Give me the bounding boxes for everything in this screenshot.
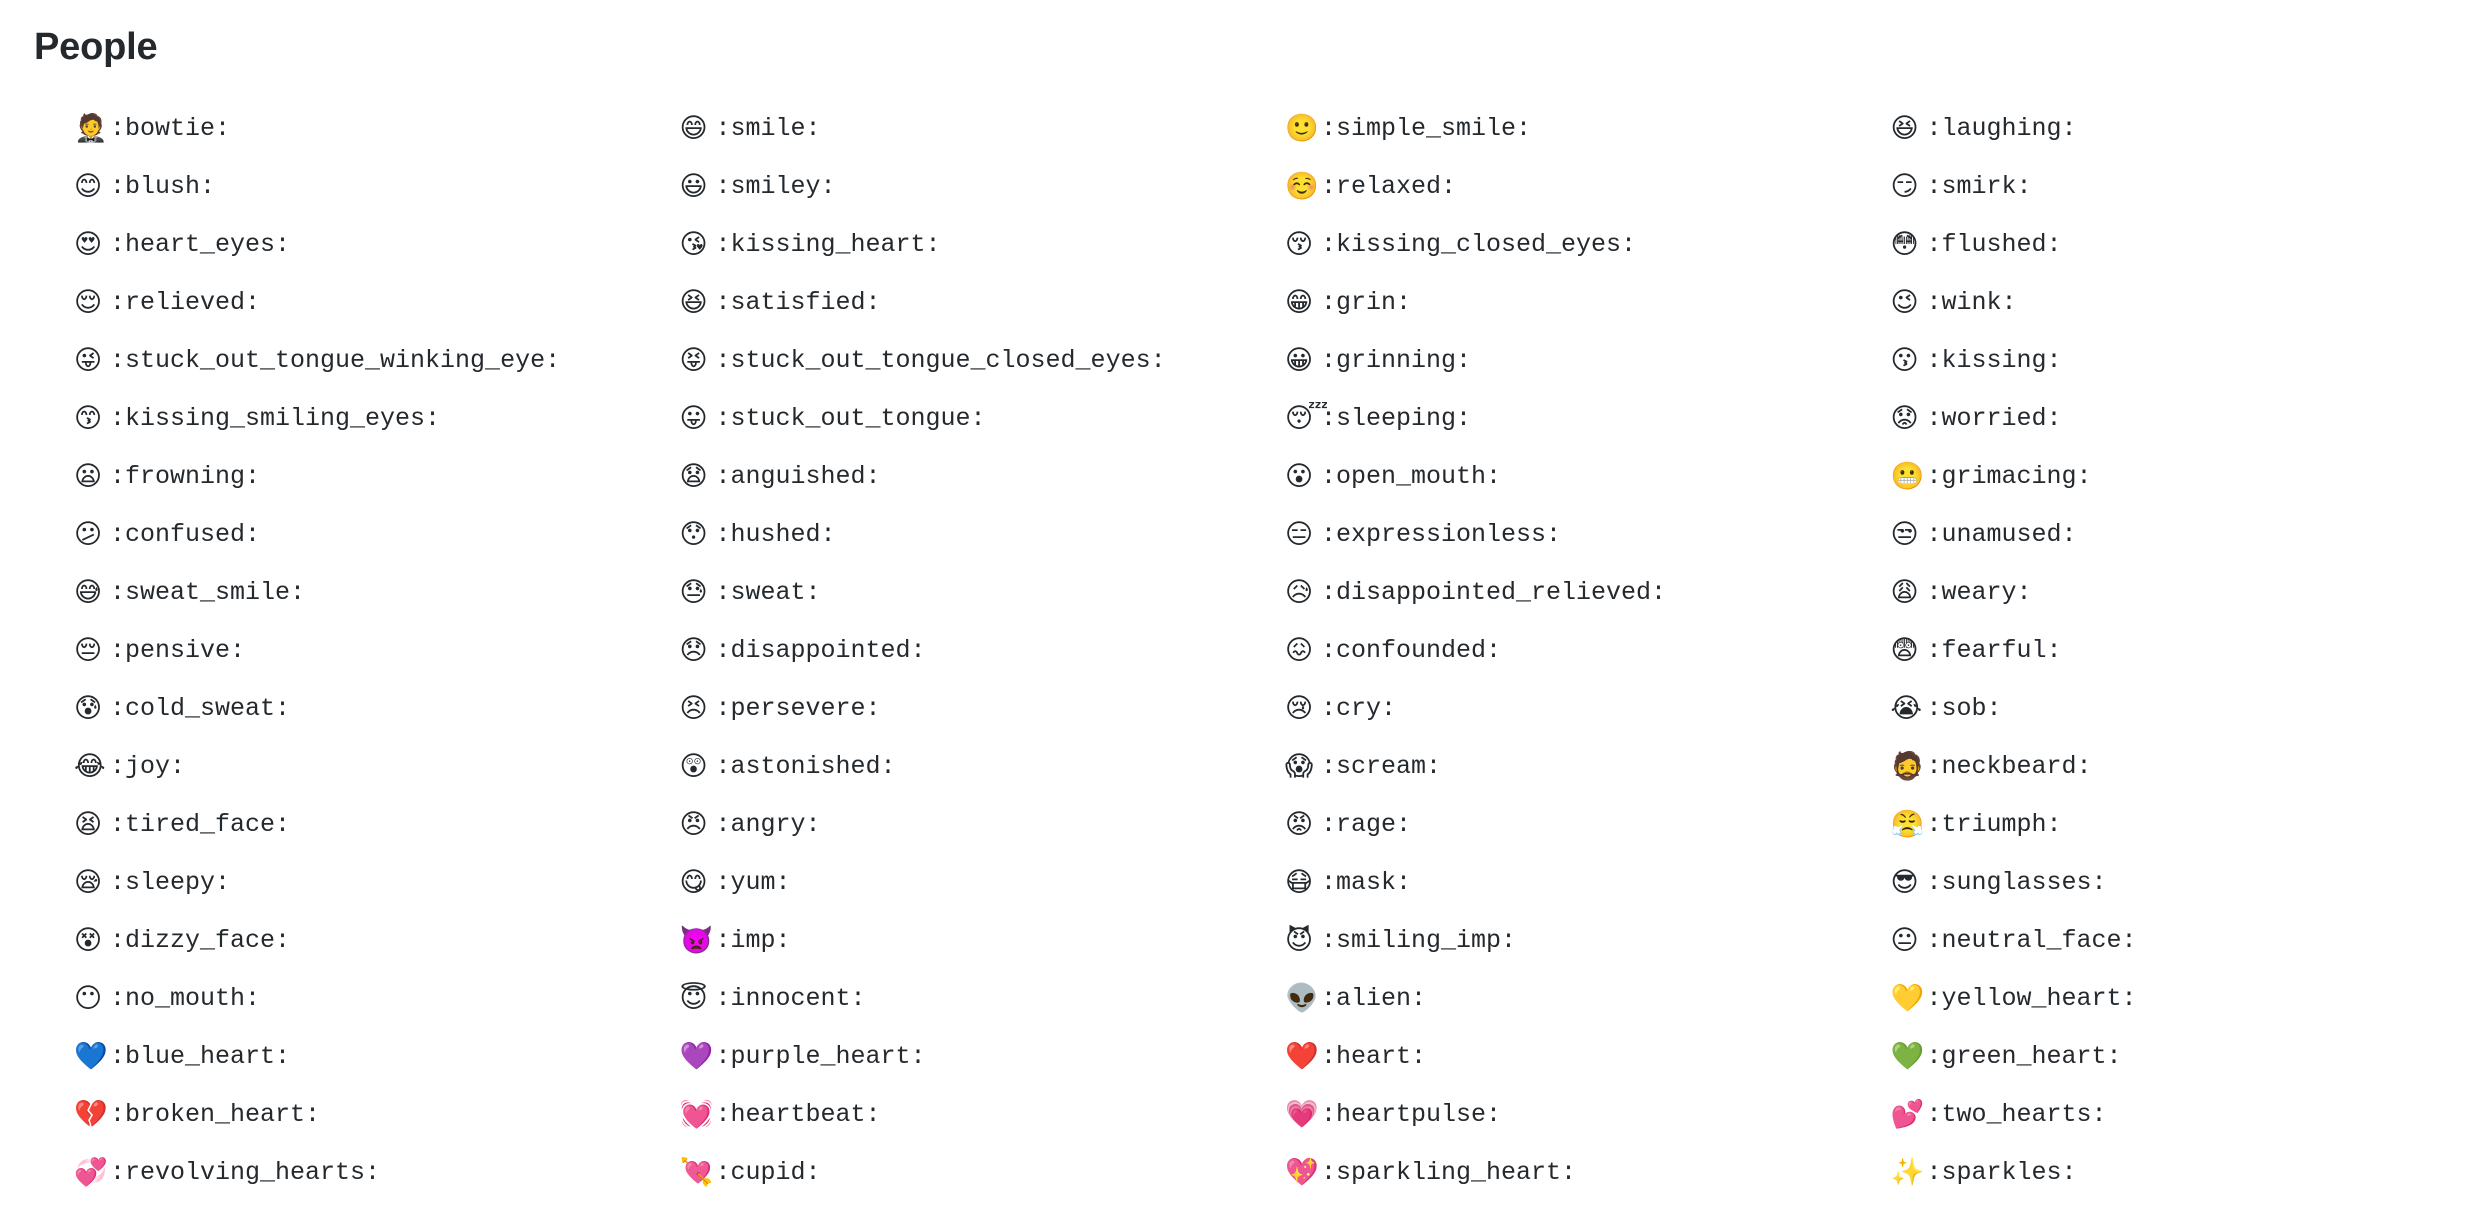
emoji-shortcode: :rage: [1321,809,1412,839]
emoji-shortcode: :yum: [715,867,791,897]
emoji-item[interactable] [1851,1085,2457,1143]
emoji-item[interactable] [640,99,1246,157]
emoji-shortcode: :sunglasses: [1926,867,2107,897]
emoji-glyph-icon: 😖 [1285,634,1314,666]
emoji-shortcode: :broken_heart: [110,1099,321,1129]
emoji-glyph-icon: 😚 [1285,228,1314,260]
emoji-shortcode: :grimacing: [1926,461,2092,491]
emoji-item[interactable] [1245,1085,1851,1143]
emoji-shortcode: :simple_smile: [1321,113,1532,143]
emoji-item[interactable] [1245,679,1851,737]
emoji-glyph-icon: 😯 [679,518,708,550]
emoji-shortcode: :cupid: [715,1157,821,1187]
emoji-item[interactable] [640,853,1246,911]
emoji-shortcode: :tired_face: [110,809,291,839]
emoji-glyph-icon: 😆 [1890,112,1919,144]
emoji-item[interactable] [1245,331,1851,389]
emoji-item[interactable] [640,621,1246,679]
emoji-item[interactable] [1245,621,1851,679]
emoji-shortcode: :grin: [1321,287,1412,317]
emoji-item[interactable] [1245,157,1851,215]
emoji-item[interactable] [1851,157,2457,215]
emoji-item[interactable] [34,273,640,331]
emoji-glyph-icon: 😐 [1890,924,1919,956]
emoji-shortcode: :sob: [1926,693,2002,723]
emoji-glyph-icon: 😫 [74,808,103,840]
page-title: People [34,26,158,68]
emoji-shortcode: :open_mouth: [1321,461,1502,491]
emoji-item[interactable] [1851,911,2457,969]
emoji-item[interactable] [640,1027,1246,1085]
emoji-glyph-icon: 💙 [74,1040,108,1072]
emoji-glyph-icon: 😷 [1285,866,1314,898]
emoji-glyph-icon: 🧔 [1890,750,1925,782]
emoji-glyph-icon: 😟 [1890,402,1919,434]
emoji-glyph-icon: 😇 [679,982,708,1014]
emoji-shortcode: :joy: [110,751,186,781]
emoji-item[interactable] [1851,621,2457,679]
emoji-item[interactable] [640,969,1246,1027]
emoji-glyph-icon: ✨ [1890,1156,1925,1188]
emoji-glyph-icon: 😅 [74,576,103,608]
emoji-glyph-icon: 😎 [1890,866,1919,898]
emoji-item[interactable] [34,331,640,389]
emoji-shortcode: :neutral_face: [1926,925,2137,955]
emoji-glyph-icon: 😣 [679,692,708,724]
emoji-glyph-icon: 💚 [1890,1040,1925,1072]
emoji-glyph-icon: 😝 [679,344,708,376]
emoji-shortcode: :sparkles: [1926,1157,2077,1187]
emoji-glyph-icon: 🤵 [74,112,108,144]
emoji-item[interactable] [640,157,1246,215]
emoji-shortcode: :scream: [1321,751,1442,781]
emoji-shortcode: :yellow_heart: [1926,983,2137,1013]
emoji-glyph-icon: 💓 [679,1098,714,1130]
emoji-shortcode: :bowtie: [110,113,231,143]
emoji-glyph-icon: 💗 [1285,1098,1319,1130]
emoji-shortcode: :disappointed: [715,635,926,665]
emoji-shortcode: :pensive: [110,635,246,665]
emoji-shortcode: :heartbeat: [715,1099,881,1129]
emoji-shortcode: :sparkling_heart: [1321,1157,1577,1187]
emoji-glyph-icon: 😙 [74,402,103,434]
emoji-glyph-icon: 😮 [1285,460,1314,492]
emoji-glyph-icon: 👽 [1285,982,1319,1014]
emoji-glyph-icon: 💔 [74,1098,108,1130]
emoji-shortcode: :two_hearts: [1926,1099,2107,1129]
emoji-glyph-icon: 😶 [74,982,103,1014]
emoji-shortcode: :neckbeard: [1926,751,2092,781]
emoji-glyph-icon: 😵 [74,924,103,956]
emoji-item[interactable] [640,215,1246,273]
emoji-item[interactable] [640,447,1246,505]
emoji-item[interactable] [640,273,1246,331]
emoji-shortcode: :dizzy_face: [110,925,291,955]
emoji-shortcode: :persevere: [715,693,881,723]
emoji-glyph-icon: 😏 [1890,170,1919,202]
emoji-item[interactable] [1245,1027,1851,1085]
emoji-item[interactable] [34,1085,640,1143]
emoji-glyph-icon: 😆 [679,286,708,318]
emoji-glyph-icon: 😓 [679,576,708,608]
emoji-shortcode: :wink: [1926,287,2017,317]
emoji-shortcode: :grinning: [1321,345,1472,375]
emoji-shortcode: :confounded: [1321,635,1502,665]
emoji-item[interactable] [1245,447,1851,505]
emoji-glyph-icon: 😠 [679,808,708,840]
emoji-shortcode: :purple_heart: [715,1041,926,1071]
emoji-glyph-icon: 😈 [1285,924,1314,956]
emoji-glyph-icon: 😌 [74,286,103,318]
emoji-item[interactable] [1245,563,1851,621]
emoji-glyph-icon: 😜 [74,344,103,376]
emoji-item[interactable] [1245,737,1851,795]
emoji-glyph-icon: 😛 [679,402,708,434]
emoji-shortcode: :stuck_out_tongue_closed_eyes: [715,345,1166,375]
emoji-glyph-icon: 😗 [1890,344,1919,376]
emoji-item[interactable] [1851,99,2457,157]
emoji-shortcode: :sweat_smile: [110,577,306,607]
emoji-item[interactable] [640,1085,1246,1143]
emoji-shortcode: :kissing: [1926,345,2062,375]
emoji-shortcode: :smiley: [715,171,836,201]
emoji-glyph-icon: 😔 [74,634,103,666]
emoji-glyph-icon: 😴 [1285,402,1329,434]
emoji-shortcode: :blue_heart: [110,1041,291,1071]
emoji-item[interactable] [640,389,1246,447]
emoji-shortcode: :blush: [110,171,216,201]
emoji-glyph-icon: 😳 [1890,228,1919,260]
emoji-item[interactable] [34,157,640,215]
emoji-shortcode: :heart_eyes: [110,229,291,259]
emoji-shortcode: :heart: [1321,1041,1427,1071]
emoji-glyph-icon: 😀 [1285,344,1314,376]
emoji-glyph-icon: 😋 [679,866,708,898]
emoji-item[interactable] [1851,795,2457,853]
emoji-shortcode: :relaxed: [1321,171,1457,201]
emoji-shortcode: :cry: [1321,693,1397,723]
emoji-item[interactable] [1851,331,2457,389]
emoji-shortcode: :kissing_closed_eyes: [1321,229,1637,259]
emoji-item[interactable] [1245,505,1851,563]
emoji-glyph-icon: 😦 [74,460,103,492]
emoji-item[interactable] [34,447,640,505]
emoji-item[interactable] [1245,911,1851,969]
emoji-item[interactable] [1851,737,2457,795]
emoji-glyph-icon: 😉 [1890,286,1919,318]
emoji-item[interactable] [1245,389,1851,447]
emoji-item[interactable] [34,679,640,737]
emoji-glyph-icon: 💜 [679,1040,714,1072]
emoji-glyph-icon: 🙂 [1285,112,1319,144]
emoji-item[interactable] [1851,679,2457,737]
emoji-shortcode: :cold_sweat: [110,693,291,723]
emoji-shortcode: :smiling_imp: [1321,925,1517,955]
emoji-shortcode: :unamused: [1926,519,2077,549]
emoji-shortcode: :relieved: [110,287,261,317]
emoji-shortcode: :heartpulse: [1321,1099,1502,1129]
emoji-shortcode: :imp: [715,925,791,955]
emoji-glyph-icon: 😢 [1285,692,1314,724]
emoji-grid [34,99,2456,1201]
emoji-shortcode: :triumph: [1926,809,2062,839]
emoji-glyph-icon: 😨 [1890,634,1919,666]
emoji-glyph-icon: ☺️ [1285,170,1319,202]
emoji-item[interactable] [34,795,640,853]
emoji-item[interactable] [34,563,640,621]
emoji-item[interactable] [640,911,1246,969]
emoji-glyph-icon: 😡 [1285,808,1314,840]
emoji-shortcode: :mask: [1321,867,1412,897]
emoji-shortcode: :frowning: [110,461,261,491]
emoji-shortcode: :revolving_hearts: [110,1157,381,1187]
emoji-item[interactable] [1245,795,1851,853]
emoji-glyph-icon: 💞 [74,1156,108,1188]
emoji-item[interactable] [640,563,1246,621]
emoji-glyph-icon: 😬 [1890,460,1925,492]
emoji-item[interactable] [1851,389,2457,447]
emoji-shortcode: :worried: [1926,403,2062,433]
emoji-shortcode: :anguished: [715,461,881,491]
emoji-shortcode: :laughing: [1926,113,2077,143]
emoji-item[interactable] [1851,969,2457,1027]
emoji-item[interactable] [34,1143,640,1201]
emoji-glyph-icon: 💕 [1890,1098,1925,1130]
emoji-shortcode: :hushed: [715,519,836,549]
emoji-item[interactable] [34,389,640,447]
emoji-item[interactable] [1851,505,2457,563]
emoji-shortcode: :satisfied: [715,287,881,317]
emoji-glyph-icon: 👿 [679,924,714,956]
emoji-item[interactable] [1851,1027,2457,1085]
emoji-glyph-icon: 😲 [679,750,708,782]
emoji-glyph-icon: 😩 [1890,576,1919,608]
emoji-item[interactable] [1851,447,2457,505]
emoji-item[interactable] [34,911,640,969]
emoji-item[interactable] [34,853,640,911]
emoji-item[interactable] [34,1027,640,1085]
emoji-glyph-icon: 😥 [1285,576,1314,608]
emoji-item[interactable] [1245,1143,1851,1201]
emoji-glyph-icon: 😞 [679,634,708,666]
emoji-glyph-icon: 😧 [679,460,708,492]
emoji-item[interactable] [34,737,640,795]
emoji-glyph-icon: 😒 [1890,518,1919,550]
emoji-shortcode: :stuck_out_tongue: [715,403,986,433]
emoji-shortcode: :expressionless: [1321,519,1562,549]
emoji-shortcode: :smile: [715,113,821,143]
emoji-item[interactable] [1245,273,1851,331]
emoji-shortcode: :stuck_out_tongue_winking_eye: [110,345,561,375]
emoji-glyph-icon: 😭 [1890,692,1923,724]
emoji-glyph-icon: 😰 [74,692,103,724]
emoji-item[interactable] [640,795,1246,853]
emoji-glyph-icon: 😱 [1285,750,1314,782]
emoji-glyph-icon: 😪 [74,866,103,898]
emoji-shortcode: :confused: [110,519,261,549]
emoji-glyph-icon: 😃 [679,170,708,202]
emoji-shortcode: :fearful: [1926,635,2062,665]
emoji-item[interactable] [1851,563,2457,621]
emoji-item[interactable] [1245,969,1851,1027]
emoji-item[interactable] [1851,853,2457,911]
emoji-shortcode: :green_heart: [1926,1041,2122,1071]
emoji-glyph-icon: 😁 [1285,286,1314,318]
emoji-item[interactable] [34,505,640,563]
emoji-shortcode: :angry: [715,809,821,839]
emoji-item[interactable] [1245,99,1851,157]
emoji-item[interactable] [640,737,1246,795]
emoji-shortcode: :smirk: [1926,171,2032,201]
emoji-item[interactable] [1851,273,2457,331]
emoji-glyph-icon: 😘 [679,228,708,260]
emoji-shortcode: :no_mouth: [110,983,261,1013]
emoji-glyph-icon: 😤 [1890,808,1925,840]
emoji-shortcode: :flushed: [1926,229,2062,259]
emoji-glyph-icon: 😄 [679,112,708,144]
emoji-shortcode: :alien: [1321,983,1427,1013]
emoji-glyph-icon: 💖 [1285,1156,1319,1188]
emoji-shortcode: :kissing_smiling_eyes: [110,403,441,433]
emoji-glyph-icon: 😍 [74,228,103,260]
emoji-item[interactable] [640,679,1246,737]
emoji-item[interactable] [1245,215,1851,273]
emoji-item[interactable] [1245,853,1851,911]
emoji-item[interactable] [640,505,1246,563]
emoji-shortcode: :weary: [1926,577,2032,607]
emoji-shortcode: :disappointed_relieved: [1321,577,1667,607]
emoji-glyph-icon: 😊 [74,170,103,202]
emoji-glyph-icon: 💛 [1890,982,1925,1014]
emoji-shortcode: :kissing_heart: [715,229,941,259]
emoji-shortcode: :astonished: [715,751,896,781]
emoji-item[interactable] [640,331,1246,389]
emoji-item[interactable] [34,215,640,273]
emoji-glyph-icon: 💘 [679,1156,714,1188]
emoji-glyph-icon: ❤️ [1285,1040,1319,1072]
emoji-glyph-icon: 😑 [1285,518,1314,550]
emoji-shortcode: :sleepy: [110,867,231,897]
emoji-glyph-icon: 😕 [74,518,103,550]
emoji-item[interactable] [34,621,640,679]
emoji-item[interactable] [1851,1143,2457,1201]
emoji-item[interactable] [34,99,640,157]
emoji-glyph-icon: 😂 [74,750,106,782]
emoji-item[interactable] [1851,215,2457,273]
emoji-shortcode: :innocent: [715,983,866,1013]
emoji-item[interactable] [34,969,640,1027]
emoji-shortcode: :sleeping: [1321,403,1472,433]
emoji-shortcode: :sweat: [715,577,821,607]
emoji-item[interactable] [640,1143,1246,1201]
